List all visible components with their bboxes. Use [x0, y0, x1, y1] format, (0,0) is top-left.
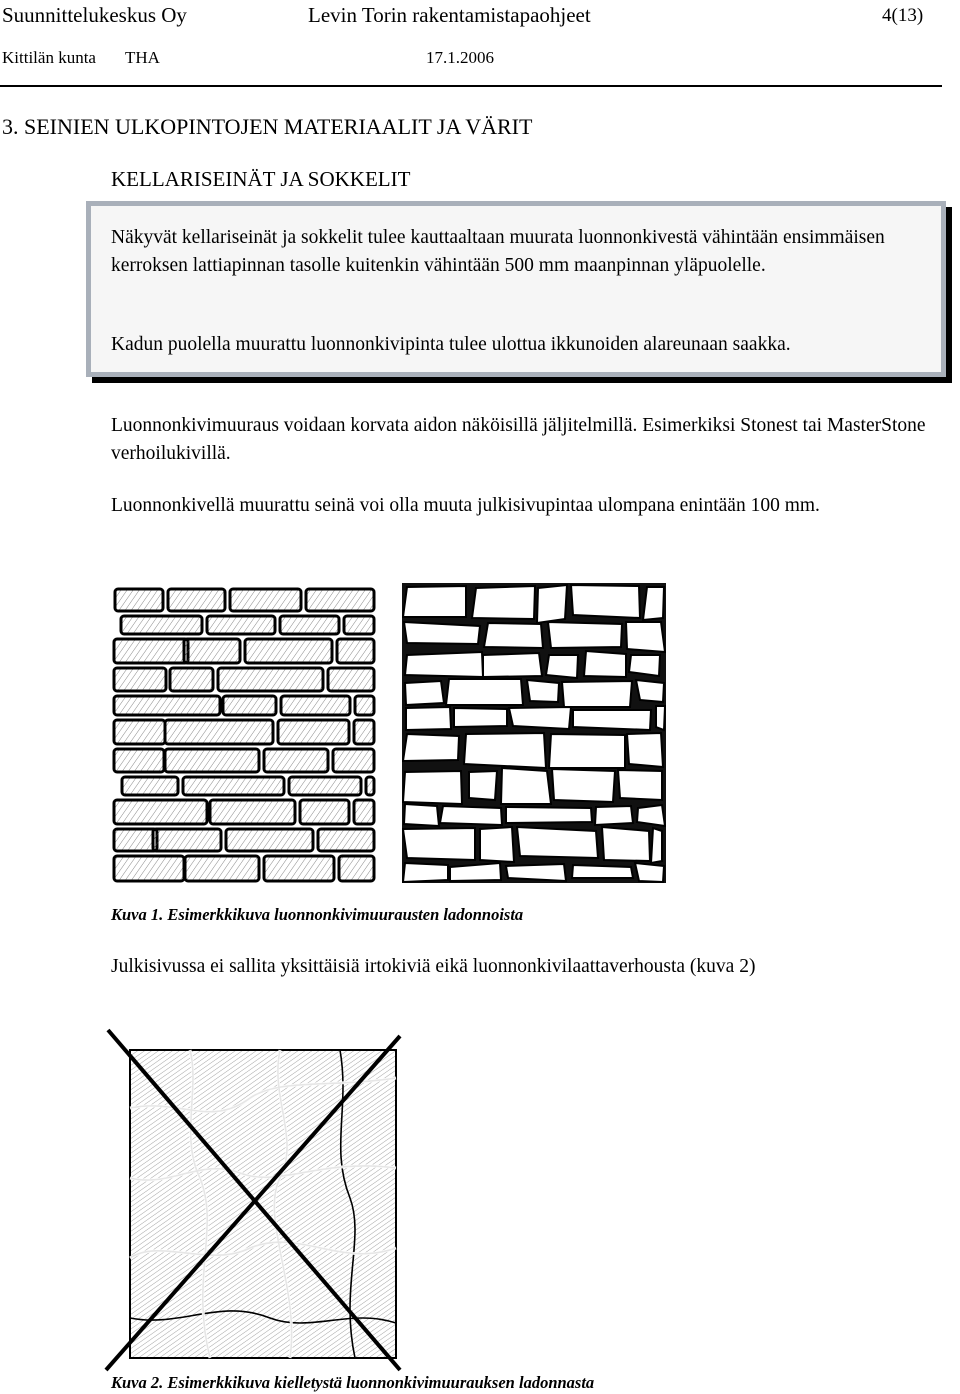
rubble-stone-wall-illustration — [402, 583, 666, 883]
header-company: Suunnittelukeskus Oy — [2, 3, 187, 27]
coursed-stone-wall-illustration — [112, 585, 376, 885]
header-municipality: Kittilän kunta — [2, 48, 96, 67]
header-date: 17.1.2006 — [426, 48, 494, 67]
header-rule — [0, 85, 942, 87]
figure-1-caption: Kuva 1. Esimerkkikuva luonnonkivimuurausten ladonnoista — [111, 905, 524, 924]
header-document-title: Levin Torin rakentamistapaohjeet — [308, 3, 591, 27]
figure-2-caption: Kuva 2. Esimerkkikuva kielletystä luonnonkivimuurauksen ladonnasta — [111, 1373, 595, 1392]
body-paragraph-imitation: Luonnonkivimuuraus voidaan korvata aidon näköisillä jäljitelmillä. Esimerkiksi Stonest tai MasterStone verhoilukivillä. — [111, 415, 926, 464]
requirement-paragraph-1: Näkyvät kellariseinät ja sokkelit tulee kauttaaltaan muurata luonnonkivestä vähintään ensimmäisen kerroksen lattiapinnan tasolle kuitenkin vähintään 500 mm maanpinnan yläpuolelle. — [111, 227, 885, 276]
section-heading: 3. SEINIEN ULKOPINTOJEN MATERIAALIT JA VÄRIT — [2, 114, 533, 139]
header-department: THA — [125, 48, 160, 67]
section-subheading: KELLARISEINÄT JA SOKKELIT — [111, 167, 411, 191]
crossed-out-flagstone-illustration — [100, 1028, 404, 1372]
header-page-number: 4(13) — [882, 5, 924, 26]
body-paragraph-prohibited: Julkisivussa ei sallita yksittäisiä irtokiviä eikä luonnonkivilaattaverhousta (kuva 2) — [111, 956, 756, 977]
requirement-paragraph-2: Kadun puolella muurattu luonnonkivipinta tulee ulottua ikkunoiden alareunaan saakka. — [111, 334, 791, 355]
body-paragraph-offset: Luonnonkivellä muurattu seinä voi olla muuta julkisivupintaa ulompana enintään 100 mm. — [111, 495, 820, 516]
